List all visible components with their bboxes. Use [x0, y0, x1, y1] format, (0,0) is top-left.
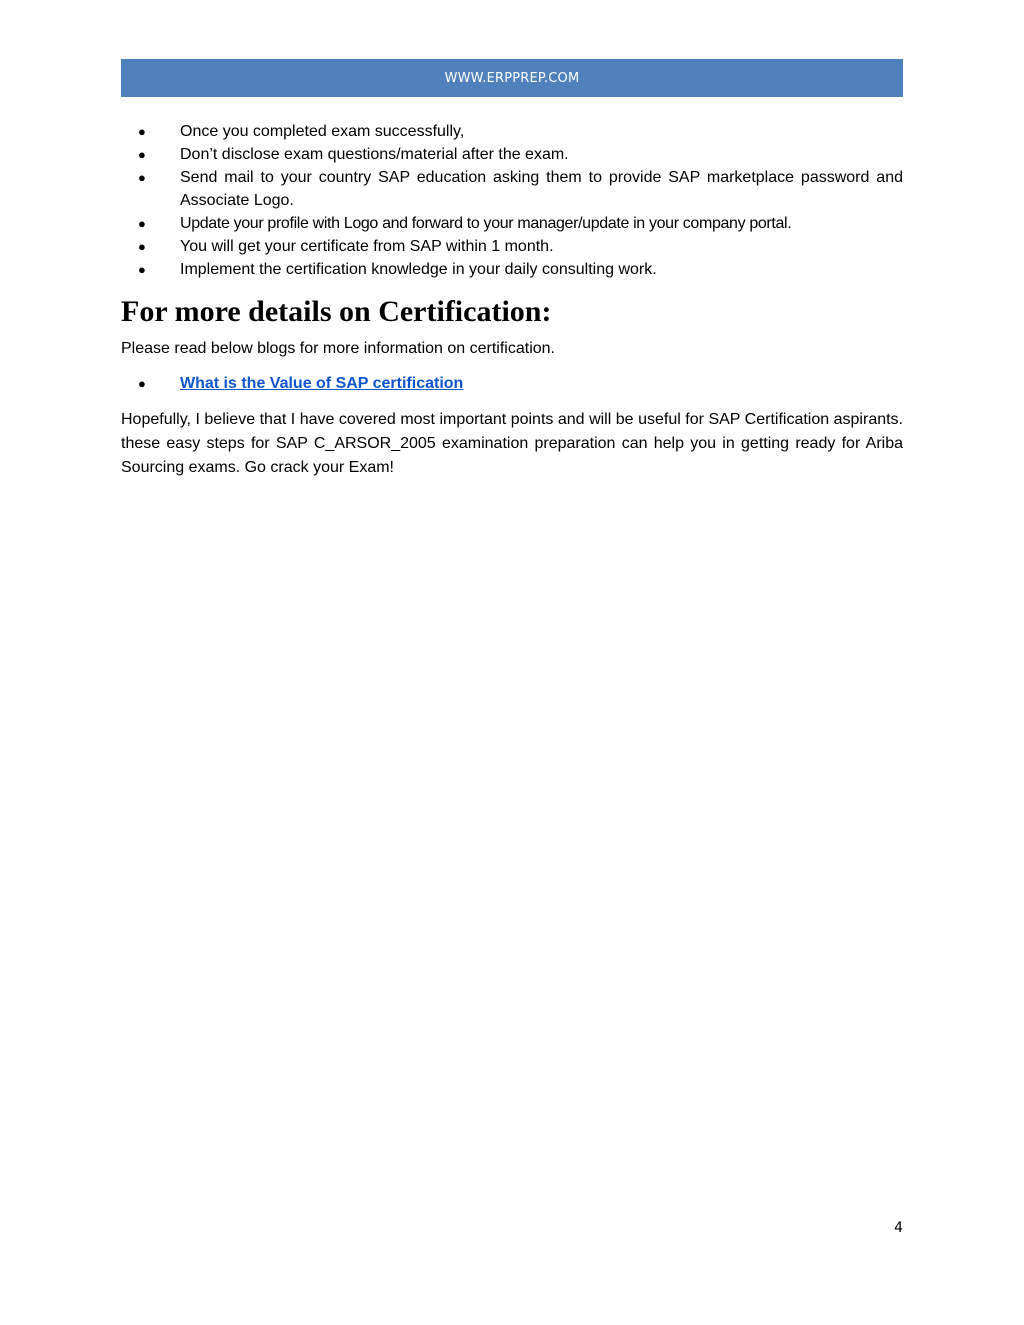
list-item	[121, 120, 903, 143]
list-item-text: You will get your certificate from SAP within 1 month.	[180, 238, 554, 255]
bullet-icon: ●	[138, 262, 146, 277]
closing-paragraph: Hopefully, I believe that I have covered most important points and will be useful for SAP Certification aspirants. these easy steps for SAP C_ARSOR_2005 examination preparation can help you in getting ready for Ariba Sourcing exams. Go crack your Exam!	[121, 411, 903, 476]
post-exam-steps-list	[121, 120, 903, 281]
bullet-icon: ●	[138, 124, 146, 139]
list-item	[121, 372, 903, 395]
list-item-text: Implement the certification knowledge in your daily consulting work.	[180, 261, 657, 278]
blog-links-list	[121, 372, 903, 395]
page-number: 4	[894, 1220, 903, 1236]
bullet-icon: ●	[138, 239, 146, 254]
list-item	[121, 212, 903, 235]
bullet-icon: ●	[138, 216, 146, 231]
list-item	[121, 166, 903, 212]
bullet-icon: ●	[138, 147, 146, 162]
list-item-text: Update your profile with Logo and forward to your manager/update in your company portal.	[180, 215, 792, 232]
section-heading: For more details on Certification:	[121, 295, 552, 328]
blog-link[interactable]: What is the Value of SAP certification	[180, 375, 464, 392]
bullet-icon: ●	[138, 170, 146, 185]
list-item	[121, 143, 903, 166]
list-item-text: Once you completed exam successfully,	[180, 123, 465, 140]
list-item-text: Send mail to your country SAP education asking them to provide SAP marketplace password and Associate Logo.	[180, 169, 903, 209]
bullet-icon: ●	[138, 376, 146, 391]
list-item	[121, 235, 903, 258]
intro-paragraph: Please read below blogs for more information on certification.	[121, 340, 555, 357]
site-url-text: WWW.ERPPREP.COM	[444, 70, 580, 86]
list-item	[121, 258, 903, 281]
list-item-text: Don’t disclose exam questions/material after the exam.	[180, 146, 569, 163]
site-header-bar	[121, 59, 903, 97]
